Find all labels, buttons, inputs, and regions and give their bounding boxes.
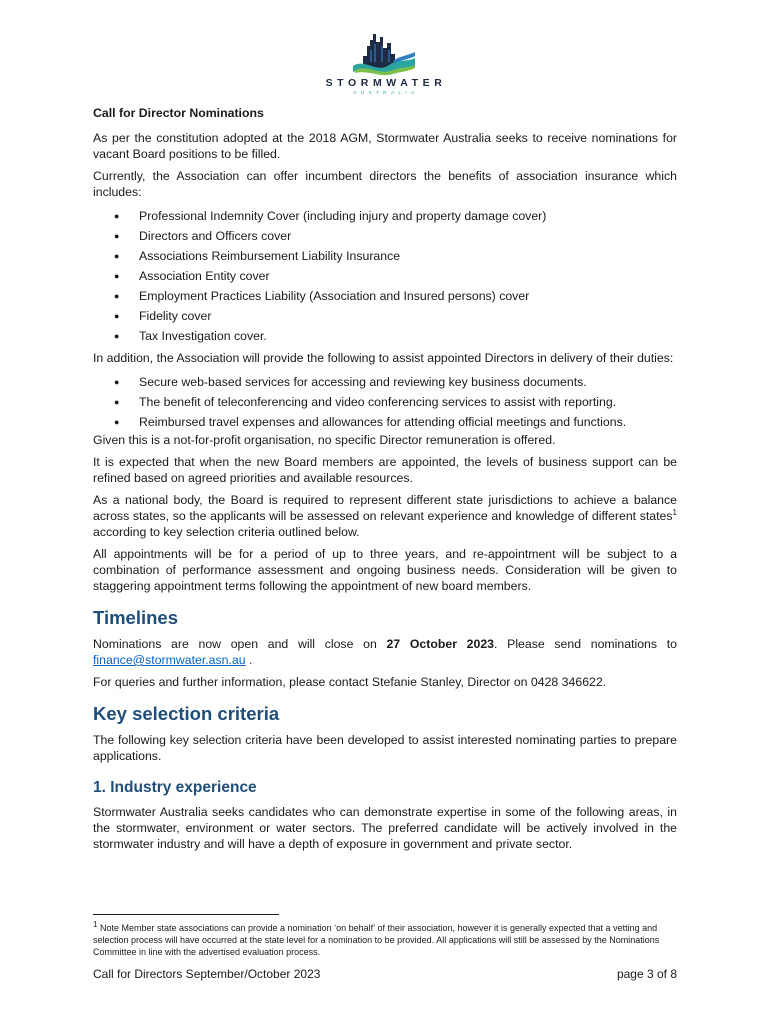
footnote-reference[interactable]: 1 [672,507,677,517]
list-item: ● Association Entity cover [93,266,677,286]
list-item: ● Associations Reimbursement Liability Insurance [93,246,677,266]
insurance-intro: Currently, the Association can offer incumbent directors the benefits of association insurance which includes: [93,169,677,199]
list-item: ● Professional Indemnity Cover (including injury and property damage cover) [93,206,677,226]
insurance-list [93,206,677,346]
closing-date: 27 October 2023 [386,637,495,651]
city-skyline-wave-icon [349,32,419,76]
logo-wordmark: STORMWATER [325,77,447,89]
email-link[interactable]: finance@stormwater.asn.au [93,653,246,667]
nominations-text-a: Nominations are now open and will close on [93,637,387,651]
list-item: ● Secure web-based services for accessing and reviewing key business documents. [93,372,677,392]
criteria-heading: Key selection criteria [93,703,280,724]
support-list [93,372,677,432]
page-number: page 3 of 8 [616,967,677,981]
list-item: ● Directors and Officers cover [93,226,677,246]
list-item: ● The benefit of teleconferencing and video conferencing services to assist with reporting. [93,392,677,412]
page-footer [93,966,677,982]
nominations-paragraph [93,636,677,668]
national-text-a: As a national body, the Board is required to represent different state jurisdictions to achieve a balance across states, so the applicants will be assessed on relevant experience and knowledge of different states [93,493,677,523]
footnote [93,922,677,958]
national-text-b: according to key selection criteria outlined below. [93,525,360,539]
intro-paragraph: As per the constitution adopted at the 2018 AGM, Stormwater Australia seeks to receive nominations for vacant Board positions to be filled. [93,131,677,161]
timelines-heading: Timelines [93,607,179,628]
list-item: ● Reimbursed travel expenses and allowances for attending official meetings and functions. [93,412,677,432]
industry-experience-paragraph: Stormwater Australia seeks candidates who can demonstrate expertise in some of the following areas, in the stormwater, environment or water sectors. The preferred candidate will be actively involved in the stormwater industry and will have a depth of exposure in government and private sector. [93,805,677,851]
industry-experience-heading: 1. Industry experience [93,779,257,796]
list-item: ● Fidelity cover [93,306,677,326]
queries-paragraph: For queries and further information, please contact Stefanie Stanley, Director on 0428 346622. [93,675,607,689]
list-item: ● Employment Practices Liability (Association and Insured persons) cover [93,286,677,306]
list-item: ● Tax Investigation cover. [93,326,677,346]
support-levels-paragraph: It is expected that when the new Board members are appointed, the levels of business support can be refined based on agreed priorities and available resources. [93,455,677,485]
call-title: Call for Director Nominations [93,106,264,120]
nominations-text-b: . Please send nominations to [494,637,677,651]
footnote-divider [93,914,279,915]
remuneration-paragraph: Given this is a not-for-profit organisation, no specific Director remuneration is offered. [93,433,556,447]
criteria-intro: The following key selection criteria have been developed to assist interested nominating parties to prepare applications. [93,733,677,763]
nominations-text-c: . [245,653,253,667]
document-body [93,105,677,858]
logo-subtitle: AUSTRALIA [353,90,419,95]
footnote-marker: 1 [93,920,98,929]
support-intro: In addition, the Association will provide the following to assist appointed Directors in delivery of their duties: [93,351,674,365]
stormwater-australia-logo [318,32,450,102]
national-body-paragraph [93,492,677,540]
appointments-paragraph: All appointments will be for a period of up to three years, and re-appointment will be subject to a combination of performance assessment and ongoing business needs. Consideration will be given to staggering appointment terms following the appointment of new board members. [93,547,677,593]
footer-title: Call for Directors September/October 2023 [93,967,321,981]
footnote-text: Note Member state associations can provide a nomination ‘on behalf’ of their association, however it is generally expected that a vetting and selection process will have occurred at the state level for a nomination to be provided. All applications will still be assessed by the Nominations Committee in line with the advertised evaluation process. [93,923,660,957]
